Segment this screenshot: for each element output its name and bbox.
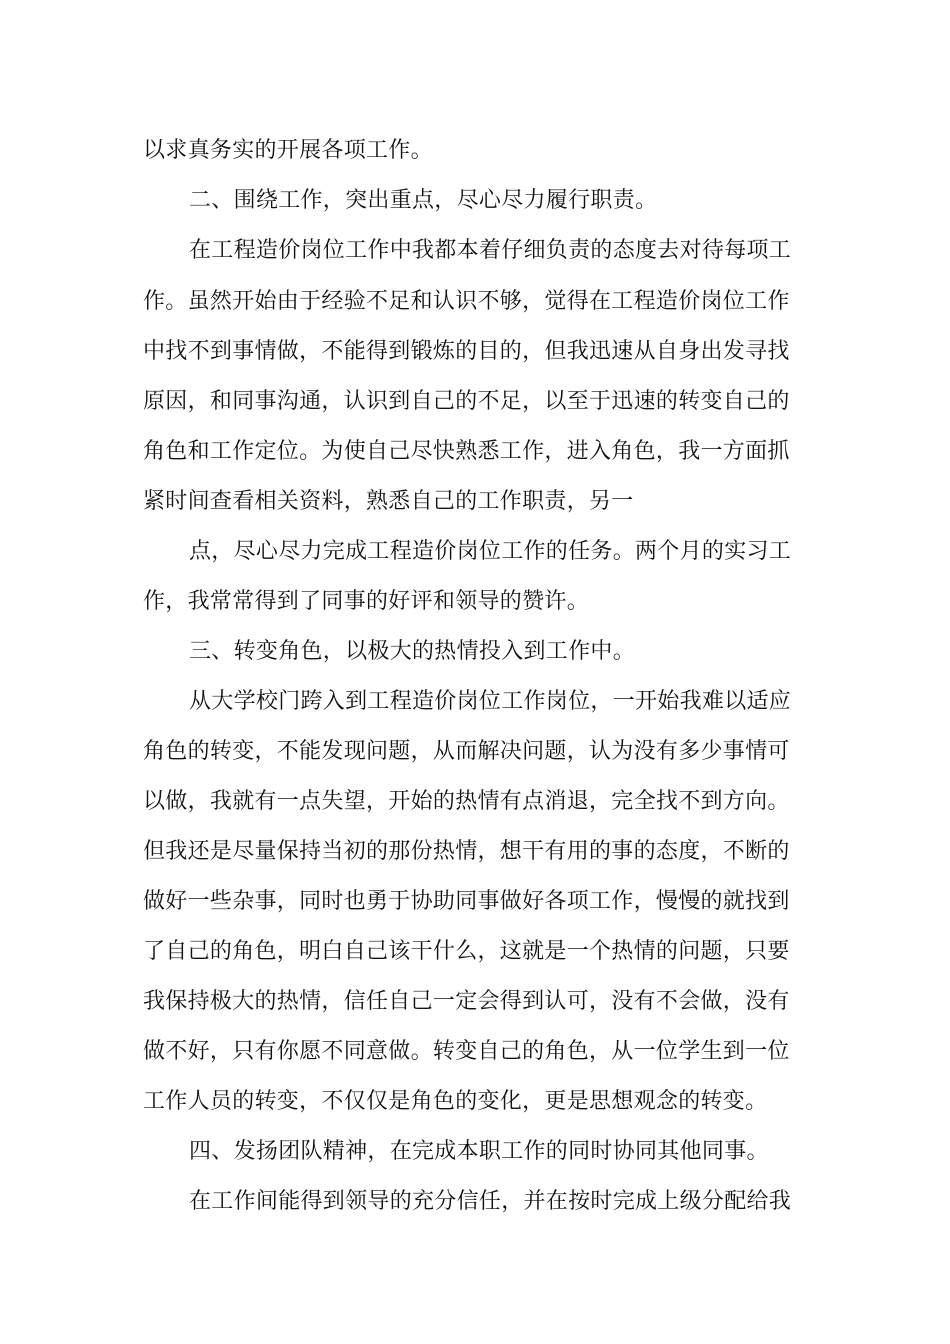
text-line: 角色的转变，不能发现问题，从而解决问题，认为没有多少事情可 xyxy=(143,739,790,764)
text-line: 以求真务实的开展各项工作。 xyxy=(143,138,433,163)
text-line: 在工作间能得到领导的充分信任，并在按时完成上级分配给我 xyxy=(189,1189,792,1214)
text-line: 中找不到事情做，不能得到锻炼的目的，但我迅速从自身出发寻找 xyxy=(143,339,790,364)
text-line: 角色和工作定位。为使自己尽快熟悉工作，进入角色，我一方面抓 xyxy=(143,439,790,464)
text-line: 作。虽然开始由于经验不足和认识不够，觉得在工程造价岗位工作 xyxy=(143,289,790,314)
text-line: 工作人员的转变，不仅仅是角色的变化，更是思想观念的转变。 xyxy=(143,1089,768,1114)
text-line: 了自己的角色，明白自己该干什么，这就是一个热情的问题，只要 xyxy=(143,939,790,964)
text-line: 做好一些杂事，同时也勇于协助同事做好各项工作，慢慢的就找到 xyxy=(143,889,790,914)
text-line: 原因，和同事沟通，认识到自己的不足，以至于迅速的转变自己的 xyxy=(143,389,790,414)
text-line: 点，尽心尽力完成工程造价岗位工作的任务。两个月的实习工 xyxy=(189,539,792,564)
text-line: 紧时间查看相关资料，熟悉自己的工作职责，另一 xyxy=(143,489,634,514)
text-line: 以做，我就有一点失望，开始的热情有点消退，完全找不到方向。 xyxy=(143,789,790,814)
text-line: 从大学校门跨入到工程造价岗位工作岗位，一开始我难以适应 xyxy=(189,689,792,714)
section-heading: 二、围绕工作，突出重点，尽心尽力履行职责。 xyxy=(189,188,658,213)
text-line: 但我还是尽量保持当初的那份热情，想干有用的事的态度，不断的 xyxy=(143,839,790,864)
text-line: 做不好，只有你愿不同意做。转变自己的角色，从一位学生到一位 xyxy=(143,1039,790,1064)
text-line: 在工程造价岗位工作中我都本着仔细负责的态度去对待每项工 xyxy=(189,238,792,263)
text-line: 作，我常常得到了同事的好评和领导的赞许。 xyxy=(143,589,590,614)
section-heading: 四、发扬团队精神，在完成本职工作的同时协同其他同事。 xyxy=(189,1139,769,1164)
section-heading: 三、转变角色，以极大的热情投入到工作中。 xyxy=(189,639,636,664)
text-line: 我保持极大的热情，信任自己一定会得到认可，没有不会做，没有 xyxy=(143,989,790,1014)
